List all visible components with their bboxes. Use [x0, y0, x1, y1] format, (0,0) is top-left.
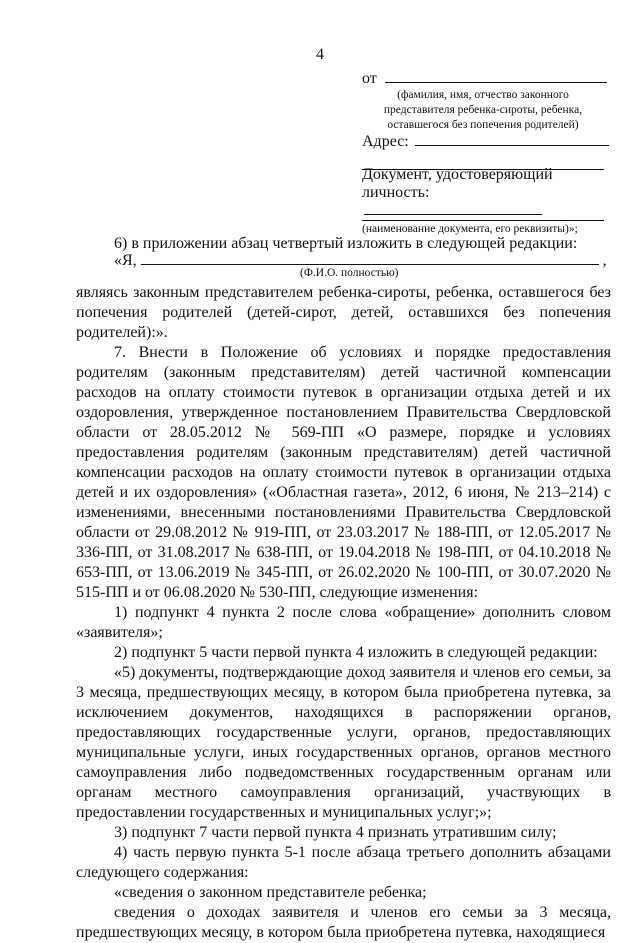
from-caption: (фамилия, имя, отчество законного представителя ребенка-сироты, ребенка, оставшегося без попечения родителей) [383, 89, 583, 131]
address-label: Адрес: [362, 133, 409, 150]
subitem-1: 1) подпункт 4 пункта 2 после слова «обращение» дополнить словом «заявителя»; [76, 604, 611, 641]
main-text [76, 283, 611, 943]
document-line-2-rule [362, 220, 604, 221]
from-line [385, 82, 607, 83]
item-6: 6) в приложении абзац четвертый изложить в следующей редакции: [114, 235, 578, 252]
fio-caption: (Ф.И.О. полностью) [300, 267, 399, 279]
document-caption: (наименование документа, его реквизиты)»; [362, 223, 578, 235]
address-line [415, 145, 609, 146]
subitem-2-text: «5) документы, подтверждающие доход заявителя и членов его семьи, за 3 месяца, предшествующих месяцу, в котором была приобретена путевка, за исключением документов, находящихся в распоряжении органов, предоставляющих государственные услуги, органов, предоставляющих муниципальные услуги, иных государственных органов, органов местного самоуправления либо подведомственных государственным органам или органам местного самоуправления организаций, участвующих в предоставлении государственных и муниципальных услуг;»; [76, 664, 611, 821]
quote-2: сведения о доходах заявителя и членов его семьи за 3 месяца, предшествующих месяцу, в котором была приобретена путевка, находящиеся [76, 904, 611, 941]
fio-line [141, 264, 599, 265]
item-7-paragraph: 7. Внести в Положение об условиях и порядке предоставления родителям (законным представителям) детей частичной компенсации расходов на оплату стоимости путевок в организации отдыха детей и их оздоровления, утвержденное постановлением Правительства Свердловской области от 28.05.2012 № 569-ПП «О размере, порядке и условиях предоставления родителям (законным представителям) детей частичной компенсации расходов на оплату стоимости путевок в организации отдыха детей и их оздоровления» («Областная газета», 2012, 6 июня, № 213–214) с изменениями, внесенными постановлениями Правительства Свердловской области от 29.08.2012 № 919-ПП, от 23.03.2017 № 188-ПП, от 12.05.2017 № 336-ПП, от 31.08.2017 № 638-ПП, от 19.04.2018 № 198-ПП, от 04.10.2018 № 653-ПП, от 13.06.2019 № 345-ПП, от 26.02.2020 № 100-ПП, от 30.07.2020 № 515-ПП и от 06.08.2020 № 530-ПП, следующие изменения: [76, 344, 611, 601]
address-row [362, 133, 610, 151]
document-label: Документ, удостоверяющий [362, 166, 553, 183]
i-quote: «Я, [114, 252, 137, 269]
quote-1: «сведения о законном представителе ребенка; [114, 884, 427, 901]
subitem-4: 4) часть первую пункта 5-1 после абзаца третьего дополнить абзацами следующего содержания: [76, 844, 611, 881]
from-row [362, 70, 610, 88]
from-label: от [362, 70, 377, 87]
i-quote-end: , [602, 252, 607, 269]
representative-paragraph: являясь законным представителем ребенка-сироты, ребенка, оставшегося без попечения родителей (детей-сирот, детей, оставшихся без попечения родителей):». [76, 284, 611, 341]
page-number: 4 [316, 46, 324, 63]
subitem-2: 2) подпункт 5 части первой пункта 4 изложить в следующей редакции: [114, 644, 598, 661]
subitem-3: 3) подпункт 7 части первой пункта 4 признать утратившим силу; [114, 824, 557, 841]
identity-label: личность: [362, 184, 430, 201]
